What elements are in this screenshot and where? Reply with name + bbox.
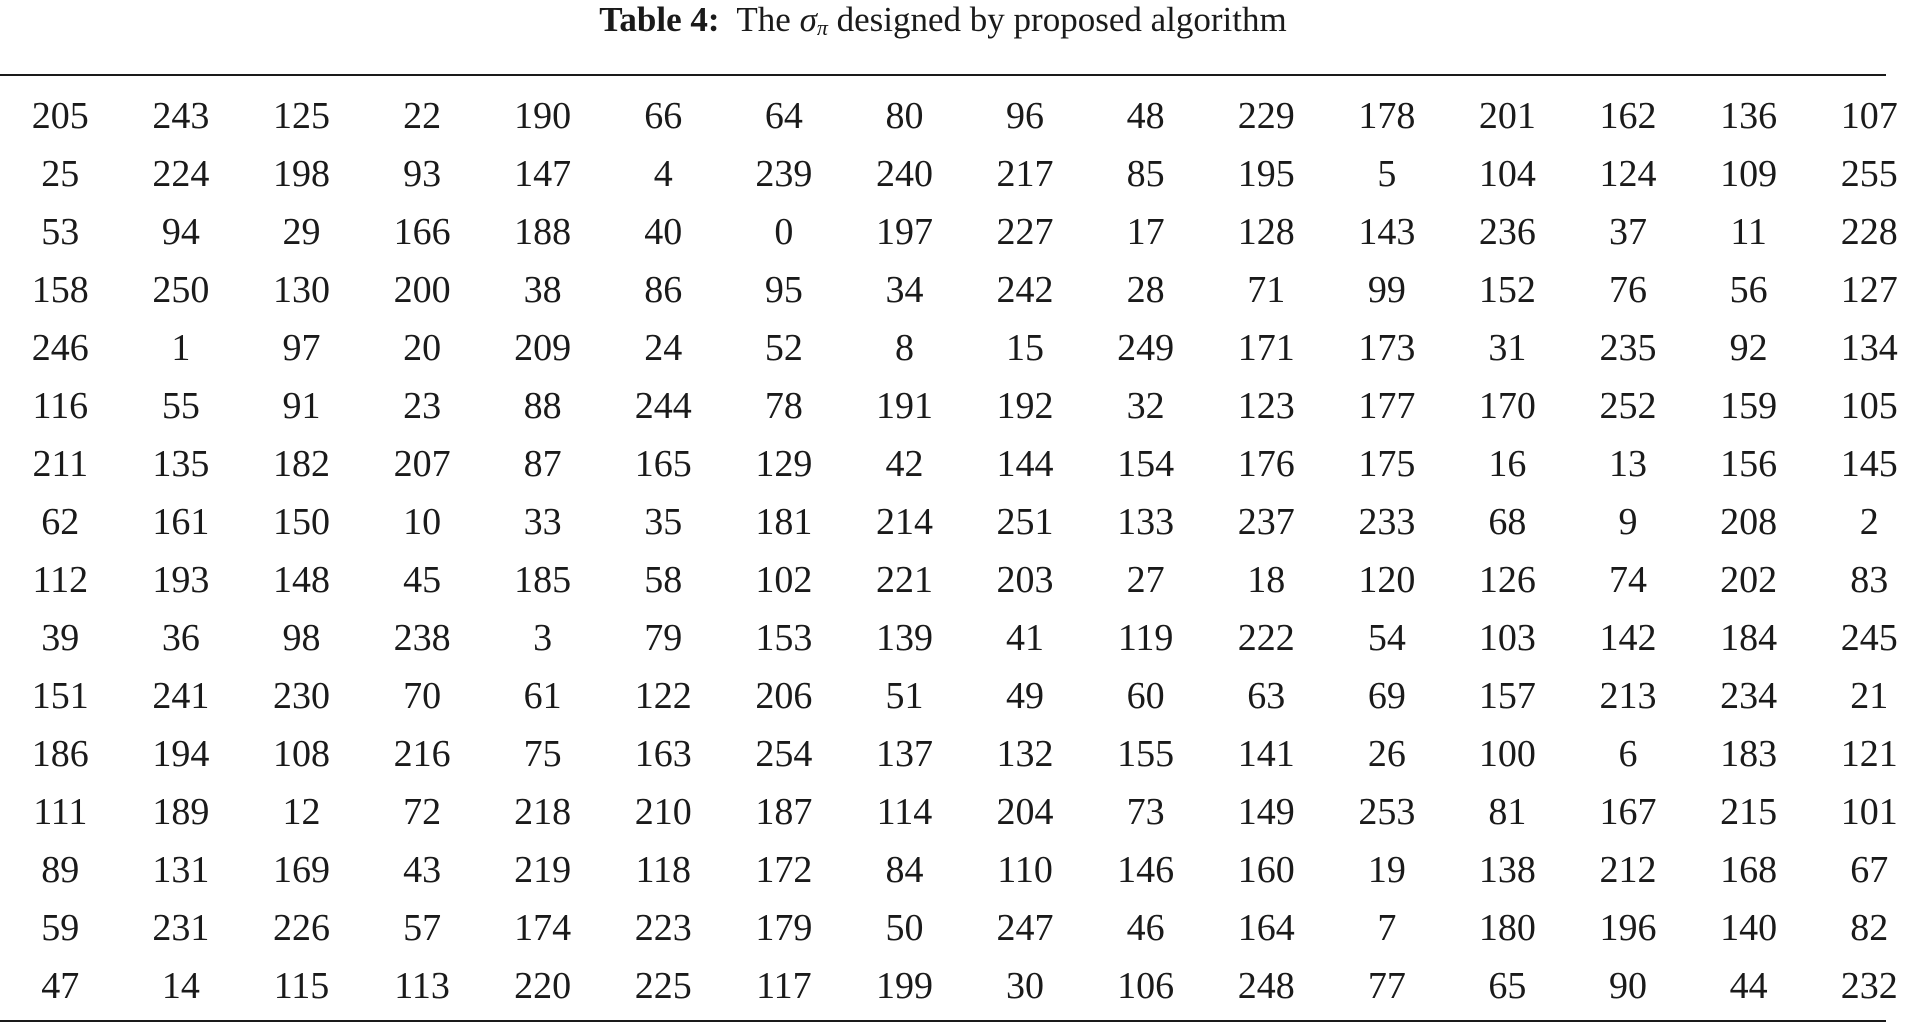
table-cell: 186 [31, 733, 89, 775]
table-cell: 24 [644, 327, 683, 369]
table-cell: 20 [403, 327, 442, 369]
table-cell: 223 [634, 907, 692, 949]
table-cell: 16 [1488, 443, 1527, 485]
table-cell: 3 [533, 617, 553, 659]
table-cell: 152 [1478, 269, 1536, 311]
table-cell: 19 [1367, 849, 1406, 891]
table-cell: 4 [653, 153, 673, 195]
table-cell: 28 [1126, 269, 1165, 311]
table-cell: 39 [41, 617, 80, 659]
table-cell: 10 [403, 501, 442, 543]
table-cell: 236 [1478, 211, 1536, 253]
table-cell: 154 [1117, 443, 1175, 485]
table-cell: 11 [1730, 211, 1767, 253]
table-cell: 81 [1488, 791, 1527, 833]
table-cell: 134 [1840, 327, 1898, 369]
table-cell: 119 [1117, 617, 1174, 659]
table-cell: 0 [774, 211, 794, 253]
table-cell: 124 [1599, 153, 1657, 195]
table-cell: 210 [634, 791, 692, 833]
table-cell: 217 [996, 153, 1054, 195]
table-cell: 187 [755, 791, 813, 833]
table-cell: 194 [152, 733, 210, 775]
table-cell: 198 [272, 153, 330, 195]
table-cell: 36 [161, 617, 200, 659]
table-cell: 15 [1006, 327, 1045, 369]
table-cell: 205 [31, 95, 89, 137]
table-cell: 133 [1117, 501, 1175, 543]
table-cell: 95 [764, 269, 803, 311]
table-cell: 174 [514, 907, 572, 949]
table-cell: 97 [282, 327, 321, 369]
table-cell: 91 [282, 385, 321, 427]
table-cell: 149 [1237, 791, 1295, 833]
table-cell: 178 [1358, 95, 1416, 137]
table-cell: 159 [1720, 385, 1778, 427]
table-cell: 17 [1126, 211, 1165, 253]
table-cell: 226 [272, 907, 330, 949]
table-cell: 192 [996, 385, 1054, 427]
table-cell: 246 [31, 327, 89, 369]
table-cell: 96 [1006, 95, 1045, 137]
table-cell: 209 [514, 327, 572, 369]
table-cell: 231 [152, 907, 210, 949]
table-cell: 57 [403, 907, 442, 949]
table-cell: 109 [1720, 153, 1778, 195]
table-cell: 122 [634, 675, 692, 717]
table-cell: 29 [282, 211, 321, 253]
table-cell: 113 [394, 965, 450, 1007]
table-cell: 35 [644, 501, 683, 543]
table-cell: 31 [1488, 327, 1527, 369]
table-cell: 173 [1358, 327, 1416, 369]
table-cell: 141 [1237, 733, 1295, 775]
table-cell: 41 [1006, 617, 1045, 659]
table-cell: 225 [634, 965, 692, 1007]
table-cell: 162 [1599, 95, 1657, 137]
table-cell: 52 [764, 327, 803, 369]
table-cell: 117 [756, 965, 812, 1007]
table-cell: 27 [1126, 559, 1165, 601]
table-cell: 208 [1720, 501, 1778, 543]
table-cell: 68 [1488, 501, 1527, 543]
table-cell: 144 [996, 443, 1054, 485]
table-cell: 38 [523, 269, 562, 311]
table-cell: 93 [403, 153, 442, 195]
table-cell: 60 [1126, 675, 1165, 717]
table-cell: 212 [1599, 849, 1657, 891]
table-cell: 56 [1729, 269, 1768, 311]
table-cell: 218 [514, 791, 572, 833]
table-cell: 189 [152, 791, 210, 833]
table-cell: 85 [1126, 153, 1165, 195]
table-cell: 66 [644, 95, 683, 137]
table-cell: 163 [634, 733, 692, 775]
table-cell: 150 [272, 501, 330, 543]
table-cell: 142 [1599, 617, 1657, 659]
table-cell: 147 [514, 153, 572, 195]
sigma-pi-symbol [800, 0, 828, 39]
table-cell: 180 [1478, 907, 1536, 949]
table-cell: 102 [755, 559, 813, 601]
table-cell: 79 [644, 617, 683, 659]
table-cell: 213 [1599, 675, 1657, 717]
table-cell: 61 [523, 675, 562, 717]
table-cell: 106 [1117, 965, 1175, 1007]
table-cell: 140 [1720, 907, 1778, 949]
permutation-table [0, 87, 1898, 1015]
table-cell: 207 [393, 443, 451, 485]
table-cell: 76 [1609, 269, 1648, 311]
table-cell: 238 [393, 617, 451, 659]
table-cell: 5 [1377, 153, 1397, 195]
table-cell: 206 [755, 675, 813, 717]
table-cell: 232 [1840, 965, 1898, 1007]
sigma-symbol: σ [799, 0, 817, 39]
table-cell: 86 [644, 269, 683, 311]
table-cell: 160 [1237, 849, 1295, 891]
table-cell: 182 [272, 443, 330, 485]
table-cell: 111 [33, 791, 88, 833]
table-cell: 40 [644, 211, 683, 253]
table-cell: 7 [1377, 907, 1397, 949]
table-cell: 73 [1126, 791, 1165, 833]
table-cell: 161 [152, 501, 210, 543]
table-cell: 131 [152, 849, 210, 891]
table-cell: 13 [1609, 443, 1648, 485]
table-cell: 151 [31, 675, 89, 717]
table-bottom-rule [0, 1020, 1886, 1022]
table-cell: 130 [272, 269, 330, 311]
table-cell: 200 [393, 269, 451, 311]
table-cell: 199 [875, 965, 933, 1007]
table-cell: 75 [523, 733, 562, 775]
table-cell: 118 [635, 849, 692, 891]
table-cell: 168 [1720, 849, 1778, 891]
table-cell: 177 [1358, 385, 1416, 427]
table-cell: 48 [1126, 95, 1165, 137]
table-cell: 104 [1478, 153, 1536, 195]
table-cell: 22 [403, 95, 442, 137]
table-cell: 164 [1237, 907, 1295, 949]
table-cell: 216 [393, 733, 451, 775]
table-cell: 62 [41, 501, 80, 543]
table-cell: 255 [1840, 153, 1898, 195]
table-cell: 211 [32, 443, 89, 485]
table-cell: 25 [41, 153, 80, 195]
table-cell: 148 [272, 559, 330, 601]
table-cell: 239 [755, 153, 813, 195]
table-cell: 203 [996, 559, 1054, 601]
table-cell: 166 [393, 211, 451, 253]
table-cell: 242 [996, 269, 1054, 311]
table-cell: 90 [1609, 965, 1648, 1007]
table-cell: 165 [634, 443, 692, 485]
table-cell: 248 [1237, 965, 1295, 1007]
table-cell: 172 [755, 849, 813, 891]
table-cell: 247 [996, 907, 1054, 949]
table-cell: 105 [1840, 385, 1898, 427]
table-cell: 191 [875, 385, 933, 427]
table-cell: 249 [1117, 327, 1175, 369]
table-cell: 245 [1840, 617, 1898, 659]
table-cell: 21 [1850, 675, 1889, 717]
table-cell: 244 [634, 385, 692, 427]
table-cell: 58 [644, 559, 683, 601]
table-top-rule [0, 74, 1886, 76]
table-cell: 136 [1720, 95, 1778, 137]
table-cell: 69 [1367, 675, 1406, 717]
table-cell: 33 [523, 501, 562, 543]
table-cell: 201 [1478, 95, 1536, 137]
table-cell: 202 [1720, 559, 1778, 601]
table-cell: 115 [273, 965, 330, 1007]
table-cell: 43 [403, 849, 442, 891]
table-cell: 42 [885, 443, 924, 485]
table-cell: 222 [1237, 617, 1295, 659]
table-cell: 129 [755, 443, 813, 485]
table-cell: 112 [32, 559, 89, 601]
table-cell: 193 [152, 559, 210, 601]
table-cell: 77 [1367, 965, 1406, 1007]
table-cell: 219 [514, 849, 572, 891]
table-cell: 158 [31, 269, 89, 311]
table-cell: 157 [1478, 675, 1536, 717]
table-cell: 171 [1237, 327, 1295, 369]
table-cell: 233 [1358, 501, 1416, 543]
table-cell: 114 [876, 791, 933, 833]
table-cell: 145 [1840, 443, 1898, 485]
table-cell: 139 [875, 617, 933, 659]
table-cell: 71 [1247, 269, 1286, 311]
table-cell: 153 [755, 617, 813, 659]
table-cell: 59 [41, 907, 80, 949]
table-cell: 64 [764, 95, 803, 137]
table-cell: 72 [403, 791, 442, 833]
table-cell: 84 [885, 849, 924, 891]
table-cell: 146 [1117, 849, 1175, 891]
table-cell: 190 [514, 95, 572, 137]
table-cell: 127 [1840, 269, 1898, 311]
table-cell: 252 [1599, 385, 1657, 427]
table-cell: 8 [894, 327, 914, 369]
table-cell: 132 [996, 733, 1054, 775]
table-cell: 230 [272, 675, 330, 717]
table-cell: 26 [1367, 733, 1406, 775]
pi-subscript: π [816, 15, 828, 40]
table-cell: 188 [514, 211, 572, 253]
table-cell: 44 [1729, 965, 1768, 1007]
table-cell: 108 [272, 733, 330, 775]
table-caption [0, 0, 1886, 40]
table-cell: 94 [161, 211, 200, 253]
table-cell: 138 [1478, 849, 1536, 891]
table-cell: 227 [996, 211, 1054, 253]
table-cell: 183 [1720, 733, 1778, 775]
table-cell: 215 [1720, 791, 1778, 833]
table-cell: 143 [1358, 211, 1416, 253]
table-cell: 49 [1006, 675, 1045, 717]
table-cell: 185 [514, 559, 572, 601]
table-cell: 250 [152, 269, 210, 311]
table-cell: 14 [161, 965, 200, 1007]
table-cell: 88 [523, 385, 562, 427]
table-cell: 120 [1358, 559, 1416, 601]
table-cell: 12 [282, 791, 321, 833]
table-cell: 243 [152, 95, 210, 137]
table-cell: 196 [1599, 907, 1657, 949]
table-cell: 99 [1367, 269, 1406, 311]
table-cell: 240 [875, 153, 933, 195]
table-cell: 184 [1720, 617, 1778, 659]
table-cell: 1 [171, 327, 191, 369]
table-cell: 128 [1237, 211, 1295, 253]
caption-text: designed by proposed algorithm [836, 0, 1287, 39]
table-cell: 2 [1859, 501, 1879, 543]
table-cell: 235 [1599, 327, 1657, 369]
table-cell: 237 [1237, 501, 1295, 543]
table-cell: 18 [1247, 559, 1286, 601]
table-cell: 176 [1237, 443, 1295, 485]
table-cell: 32 [1126, 385, 1165, 427]
table-cell: 67 [1850, 849, 1889, 891]
table-cell: 78 [764, 385, 803, 427]
table-cell: 110 [997, 849, 1053, 891]
table-cell: 181 [755, 501, 813, 543]
table-cell: 23 [403, 385, 442, 427]
table-cell: 169 [272, 849, 330, 891]
table-cell: 221 [875, 559, 933, 601]
table-cell: 135 [152, 443, 210, 485]
table-cell: 137 [875, 733, 933, 775]
table-cell: 229 [1237, 95, 1295, 137]
table-cell: 65 [1488, 965, 1527, 1007]
table-cell: 214 [875, 501, 933, 543]
table-cell: 74 [1609, 559, 1648, 601]
table-cell: 51 [885, 675, 924, 717]
table-cell: 55 [161, 385, 200, 427]
table-cell: 98 [282, 617, 321, 659]
table-cell: 156 [1720, 443, 1778, 485]
table-cell: 253 [1358, 791, 1416, 833]
table-cell: 116 [32, 385, 89, 427]
table-cell: 46 [1126, 907, 1165, 949]
caption-the: The [736, 0, 791, 39]
table-cell: 9 [1618, 501, 1638, 543]
table-cell: 251 [996, 501, 1054, 543]
table-cell: 170 [1478, 385, 1536, 427]
table-cell: 87 [523, 443, 562, 485]
table-cell: 179 [755, 907, 813, 949]
table-cell: 45 [403, 559, 442, 601]
table-cell: 6 [1618, 733, 1638, 775]
table-cell: 101 [1840, 791, 1898, 833]
table-cell: 89 [41, 849, 80, 891]
table-cell: 53 [41, 211, 80, 253]
table-cell: 80 [885, 95, 924, 137]
table-cell: 103 [1478, 617, 1536, 659]
table-cell: 175 [1358, 443, 1416, 485]
table-cell: 254 [755, 733, 813, 775]
table-cell: 123 [1237, 385, 1295, 427]
table-cell: 121 [1840, 733, 1898, 775]
table-cell: 241 [152, 675, 210, 717]
table-cell: 125 [272, 95, 330, 137]
table-cell: 92 [1729, 327, 1768, 369]
table-cell: 195 [1237, 153, 1295, 195]
table-cell: 54 [1367, 617, 1406, 659]
table-cell: 37 [1609, 211, 1648, 253]
table-cell: 100 [1478, 733, 1536, 775]
table-cell: 220 [514, 965, 572, 1007]
table-cell: 204 [996, 791, 1054, 833]
table-cell: 228 [1840, 211, 1898, 253]
table-cell: 50 [885, 907, 924, 949]
table-label: Table 4: [599, 0, 720, 39]
table-cell: 126 [1478, 559, 1536, 601]
table-cell: 167 [1599, 791, 1657, 833]
table-cell: 47 [41, 965, 80, 1007]
table-cell: 197 [875, 211, 933, 253]
table-cell: 224 [152, 153, 210, 195]
table-cell: 107 [1840, 95, 1898, 137]
table-cell: 63 [1247, 675, 1286, 717]
table-cell: 83 [1850, 559, 1889, 601]
table-cell: 70 [403, 675, 442, 717]
table-cell: 34 [885, 269, 924, 311]
table-cell: 82 [1850, 907, 1889, 949]
table-cell: 155 [1117, 733, 1175, 775]
table-cell: 30 [1006, 965, 1045, 1007]
table-cell: 234 [1720, 675, 1778, 717]
